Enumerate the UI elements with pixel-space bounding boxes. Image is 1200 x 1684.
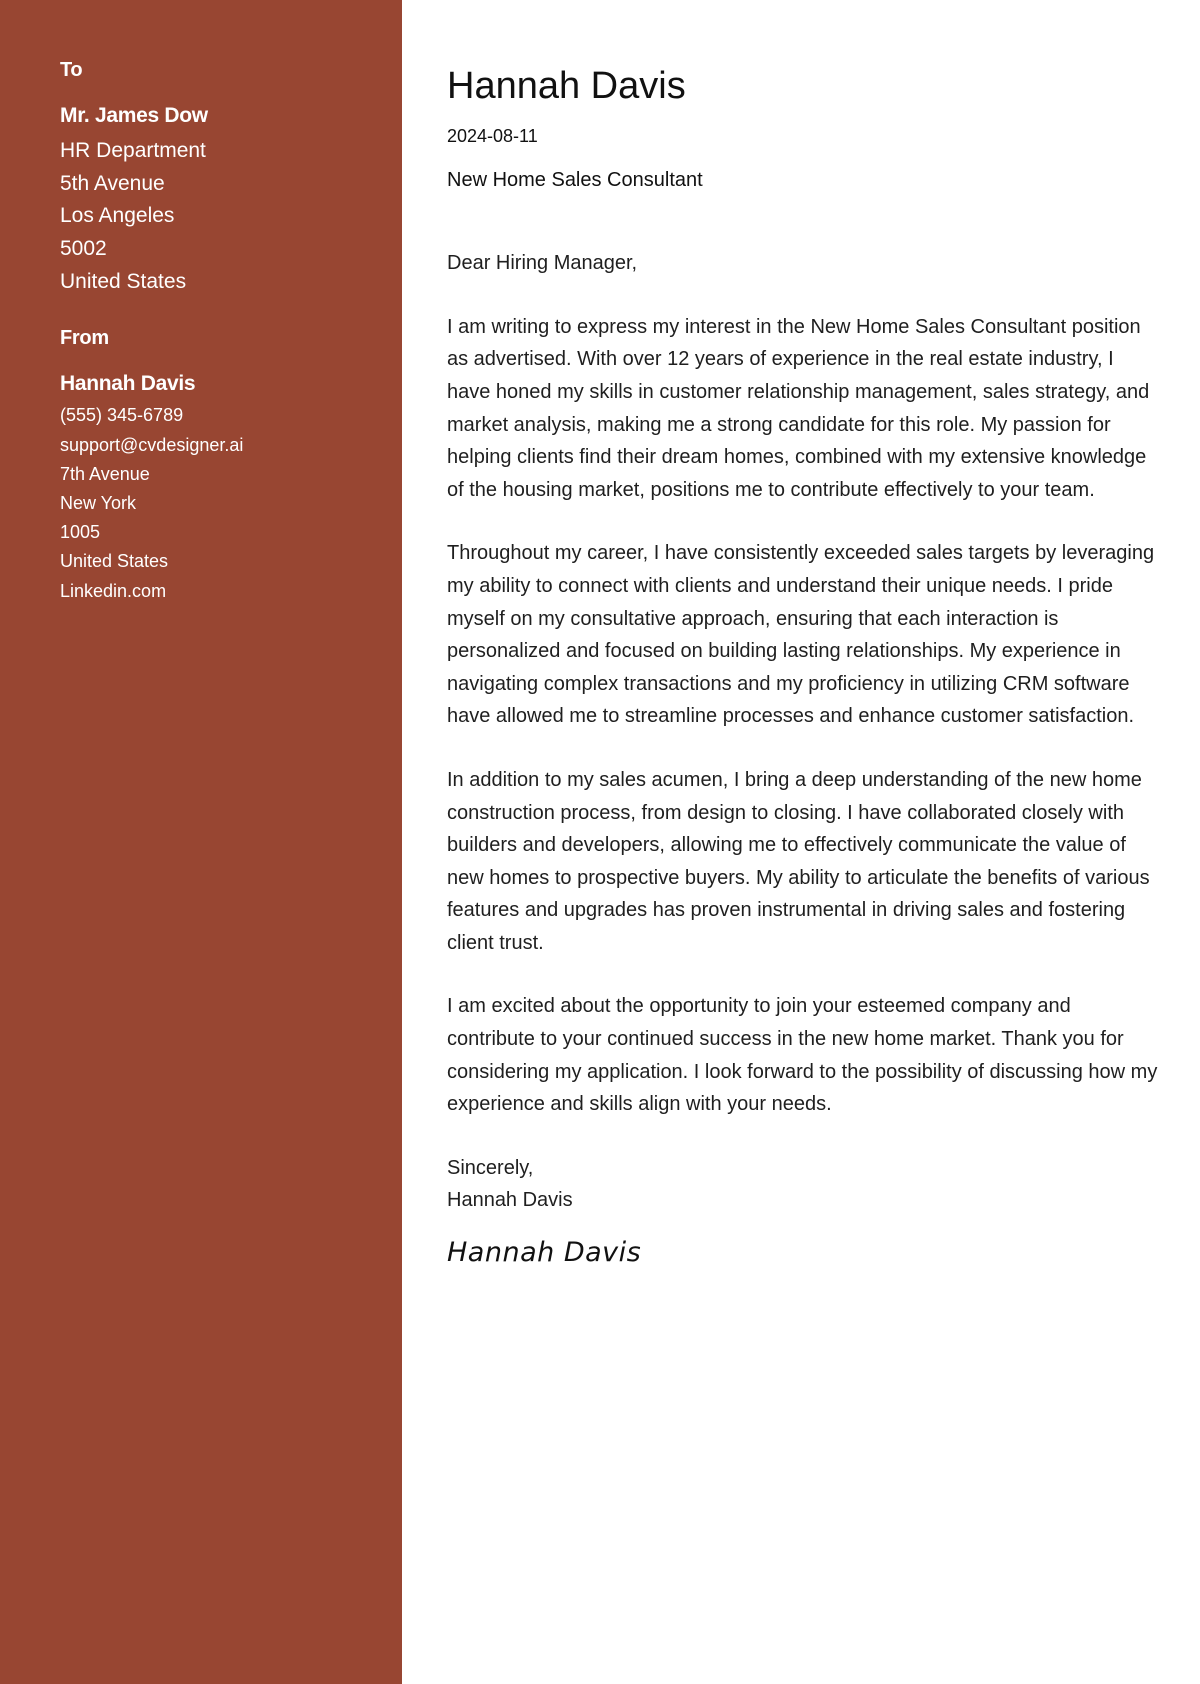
sender-street: 7th Avenue [60, 463, 150, 484]
sender-country: United States [60, 551, 169, 572]
sender-email: support@cvdesigner.ai [60, 434, 244, 455]
letter-paragraph: In addition to my sales acumen, I bring a deep understanding of the new home construction process, from design to closing. I have collaborated closely with builders and developers, allowing me to effectively communicate the value of new homes to prospective buyers. My ability to articulate the benefits of various features and upgrades has proven instrumental in driving sales and fostering client trust. [447, 768, 1150, 954]
recipient-name: Mr. James Dow [60, 104, 208, 127]
closing: Sincerely, [447, 1156, 534, 1179]
letter-body [402, 0, 1200, 1684]
sender-city: New York [60, 492, 137, 513]
from-label: From [60, 327, 109, 350]
letter-paragraph: I am excited about the opportunity to join your esteemed company and contribute to your continued success in the new home market. Thank you for considering my application. I look forward to the possibility of discussing how my experience and skills align with your needs. [447, 995, 1158, 1116]
greeting: Dear Hiring Manager, [447, 252, 638, 275]
sender-phone: (555) 345-6789 [60, 405, 184, 426]
letter-date: 2024-08-11 [447, 125, 538, 146]
letter-paragraph: Throughout my career, I have consistently exceeded sales targets by leveraging my ability to connect with clients and understand their unique needs. I pride myself on my consultative approach, ensuring that each interaction is personalized and focused on building lasting relationships. My experience in navigating complex transactions and my proficiency in utilizing CRM software have allowed me to streamline processes and enhance customer satisfaction. [447, 542, 1155, 728]
recipient-city: Los Angeles [60, 204, 175, 228]
job-title: New Home Sales Consultant [447, 169, 703, 192]
sender-website: Linkedin.com [60, 580, 167, 601]
closing-name: Hannah Davis [447, 1189, 573, 1212]
sender-postal-code: 1005 [60, 522, 101, 543]
recipient-postal-code: 5002 [60, 236, 107, 260]
recipient-street: 5th Avenue [60, 171, 165, 195]
recipient-department: HR Department [60, 139, 206, 163]
sender-block [60, 326, 402, 606]
letter-paragraph: I am writing to express my interest in the New Home Sales Consultant position as advertised. With over 12 years of experience in the real estate industry, I have honed my skills in customer relationship management, sales strategy, and market analysis, making me a strong candidate for this role. My passion for helping clients find their dream homes, combined with my extensive knowledge of the housing market, positions me to contribute effectively to your team. [447, 315, 1150, 501]
to-label: To [60, 59, 83, 81]
recipient-country: United States [60, 269, 187, 293]
signature: Hannah Davis [447, 1237, 642, 1269]
sender-name: Hannah Davis [60, 372, 196, 396]
author-name: Hannah Davis [447, 65, 686, 107]
contact-sidebar [0, 0, 402, 1684]
recipient-block [60, 58, 402, 298]
